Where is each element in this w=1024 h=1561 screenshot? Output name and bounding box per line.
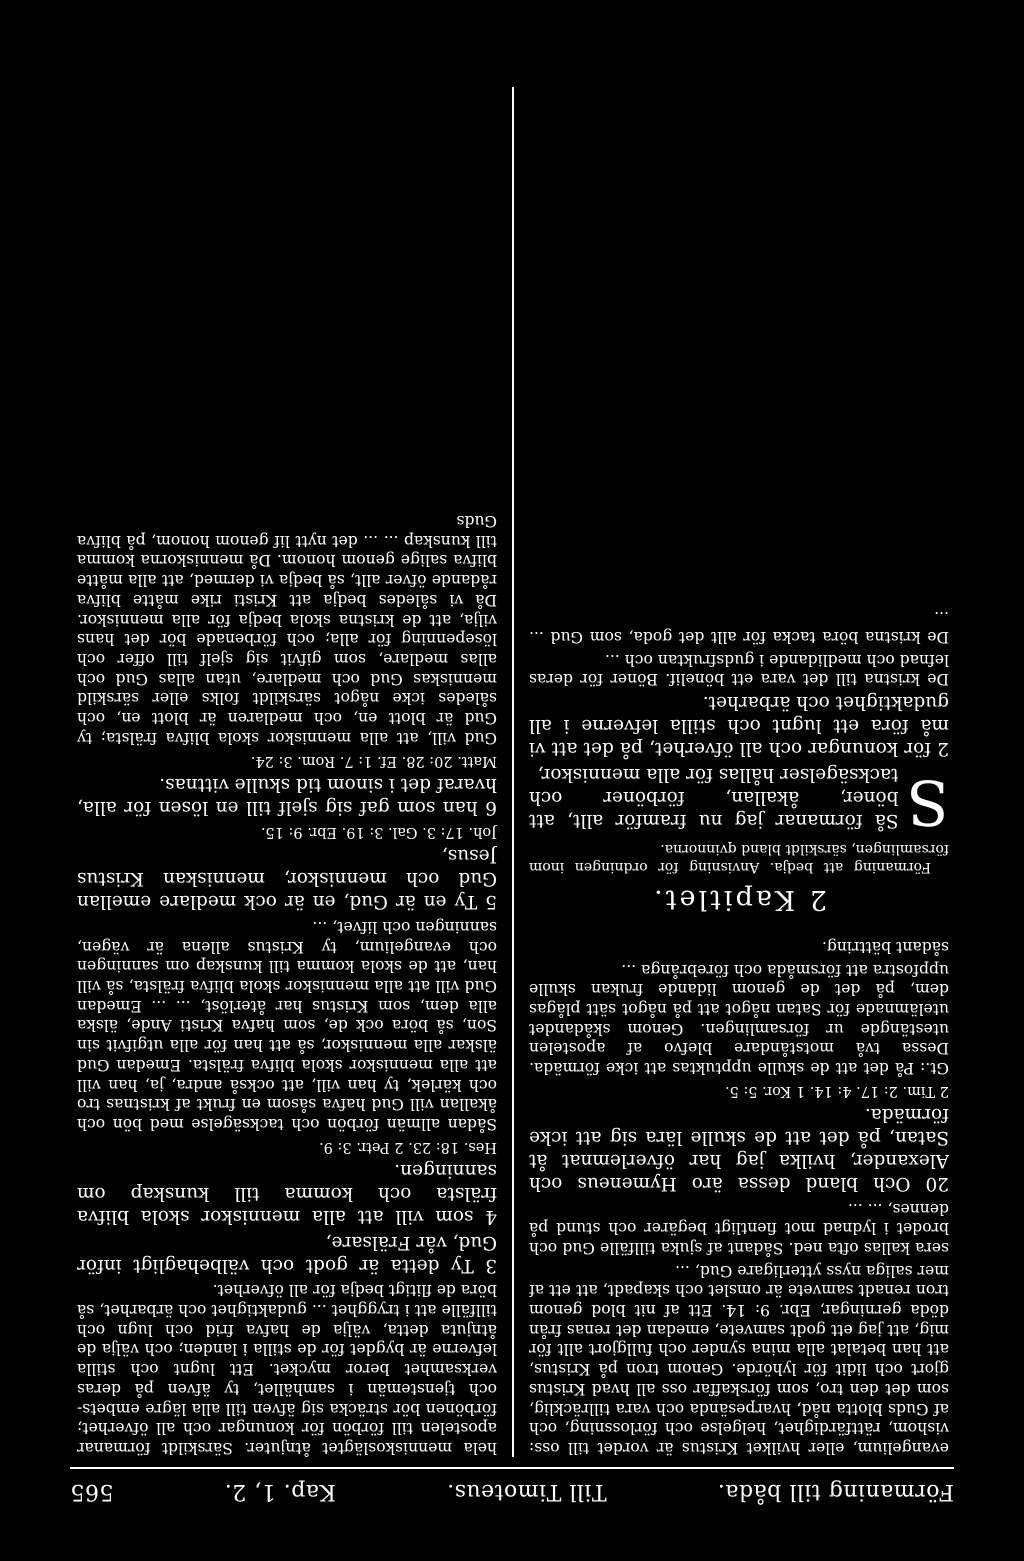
chapter-title: 2 Kapitlet. <box>651 884 827 916</box>
left-column <box>529 77 949 1457</box>
chapter-summary: Förmaning att bedja. Anvisning för ordningen inom församlingen, särskildt bland qvinnorna. <box>529 841 949 876</box>
verse-2: 2 för konungar och all öfverhet, på det att vi må föra ett lugnt och stilla lefverne i all gudaktighet och ärbarhet. <box>529 692 949 760</box>
left-paragraph-8: De kristna till det vara ett bönelif. Böner för deras lefnad och medlidande i gudsfruktan och ... <box>529 650 949 689</box>
page-number: 565 <box>70 1479 114 1505</box>
left-paragraph-4: Gt.: På det att de skulle upptuktas att icke förmäda. Dessa två motståndare blefvo af apostelen utestängde ur församlingen. Genom skådandet utelämnade för Satan något att på något sätt plågas dem, på det de genom lidande frukan skulle uppfostra att försmåda och förebrånga ... <box>529 960 949 1078</box>
verse-20-reference: 2 Tim. 2: 17. 4: 14. 1 Kor. 5: 5. <box>724 1082 949 1099</box>
left-paragraph-2: sera kallas ofta ned. Sådant af sjuka tillfälle Gud och brodet i lydnad mot fientligt begärer och stund på dennes, ... ... <box>529 1199 949 1257</box>
header-center-title: Till Timoteus. <box>446 1479 607 1505</box>
running-header <box>70 1475 954 1509</box>
left-paragraph-5: sådant bättring. <box>821 937 949 956</box>
drop-cap-letter: S <box>906 766 949 840</box>
header-left-title: Förmaning till båda. <box>717 1479 954 1505</box>
left-paragraph-1: evangelium, eller hvilket Kristus är vordet till oss: vishom, rättfärdighet, helgelse och förlossning, och af Guds blotta nåd, hvarpesända och vara tillräcklig, som det den tro, som förskaffar oss all hvad Kristus gjort och lidit för lyhörde. Genom tron på Kristus, att han betalat alla mina synder och fullgjort allt för mig, att jag ett godt samvete, emedan det renas från döda gerningar, Ebr. 9: 14. Ett af nit blod genom tron renadt samvete är omslet och skapadt, att ett af mer saliga nyss ytterligare Gud, ... <box>529 1261 949 1457</box>
verse-1-text: Så förmanar jag nu framför allt, att böner, åkallan, förböner och tacksägelser hållas för alla menniskor, <box>529 764 899 832</box>
header-rule <box>70 1467 954 1469</box>
verse-5: 5 Ty en är Gud, en är ock medlare emellan Gud och menniskor, menniskan Kristus Jesus, <box>77 845 497 913</box>
left-paragraph-9: De kristna böra tacka för allt det goda, som Gud ... ... <box>529 608 949 646</box>
right-paragraph-4: Sådan allmän förbön och tacksägelse med bön och åkallan vill Gud hafva såsom en frukt af kristnas tro och kärlek, ty han vill, att också andra, ja, han vill att alla menniskor skola blifva frälsta. Emedan Gud älskar alla menniskor, så att han för alla utgifvit sin Son, så böra ock de, som hafva Kristi Ande, älska alla dem, som Kristus har återlöst, ... ... Emedan Gud vill att alla menniskor skola blifva frälsta, så vill han, att de skola komma till kunskap om sanningen och evangelium, ty Kristus allena är vägen, sanningen och lifvet, ... <box>77 917 497 1133</box>
right-paragraph-1: hela menniskoslägtet åtnjuter. Särskildt förmanar apostelen till förbön för konungar och all öfverhet; förbönen bör sträcka sig äfven till alla lägre embets- och tjenstemän i samhället, ty äfven på deras verksamhet beror mycket. Ett lugnt och stilla lefverne är bygdet för de stilla i landen; och välja de åtnjuta detta, välja de hafva frid och lugn och tillfälle att i trygghet ... gudaktighet och ärbarhet, så böra de flitigt bedja för all öfverhet. <box>77 1281 497 1457</box>
right-column <box>77 77 497 1457</box>
verse-3: 3 Ty detta är godt och välbehagligt inför Gud, vår Frälsare, <box>77 1231 497 1276</box>
verse-5-reference: Joh. 17: 3. Gal. 3: 19. Ebr. 9: 15. <box>260 824 497 841</box>
verse-1 <box>529 763 949 840</box>
verse-4-reference: Hes. 18: 23. 2 Petr. 3: 9. <box>319 1138 497 1155</box>
right-paragraph-7: Gud vill, att alla menniskor skola blifva frälsta; ty Gud är blott en, och medlaren är blott en, och således icke något särskildt folks eller särskild menniskas Gud och medlare, utan allas Gud och allas medlare, som gifvit sig sjelf till offer och lösepenning för alla; och förbenade bör det hans vilja, att de kristna skola bedja för alla menniskor. Då vi således bedja att Kristi rike måtte blifva rådande öfver allt, så bedja vi dermed, att alla måtte blifva salige genom honom. Då menniskorna komma till kunskap ... ... det nytt lif genom honom, på blifva Guds <box>77 512 497 747</box>
verse-20: 20 Och bland dessa äro Hymeneus och Alexander, hvilka jag har öfverlemnat åt Satan, på det att de skulle lära sig att icke förmäda. <box>529 1103 949 1194</box>
column-divider <box>513 87 515 1457</box>
verse-6-reference: Matt. 20: 28. Ef. 1: 7. Rom. 3: 24. <box>250 752 497 769</box>
header-chapter-ref: Kap. 1, 2. <box>224 1479 336 1505</box>
verse-6: 6 han som gaf sig sjelf till en lösen för alla, hvaraf det i sinom tid skulle vittnas. <box>77 773 497 818</box>
verse-4: 4 som vill att alla menniskor skola blifva frälsta och komma till kunskap om sanningen. <box>77 1159 497 1227</box>
